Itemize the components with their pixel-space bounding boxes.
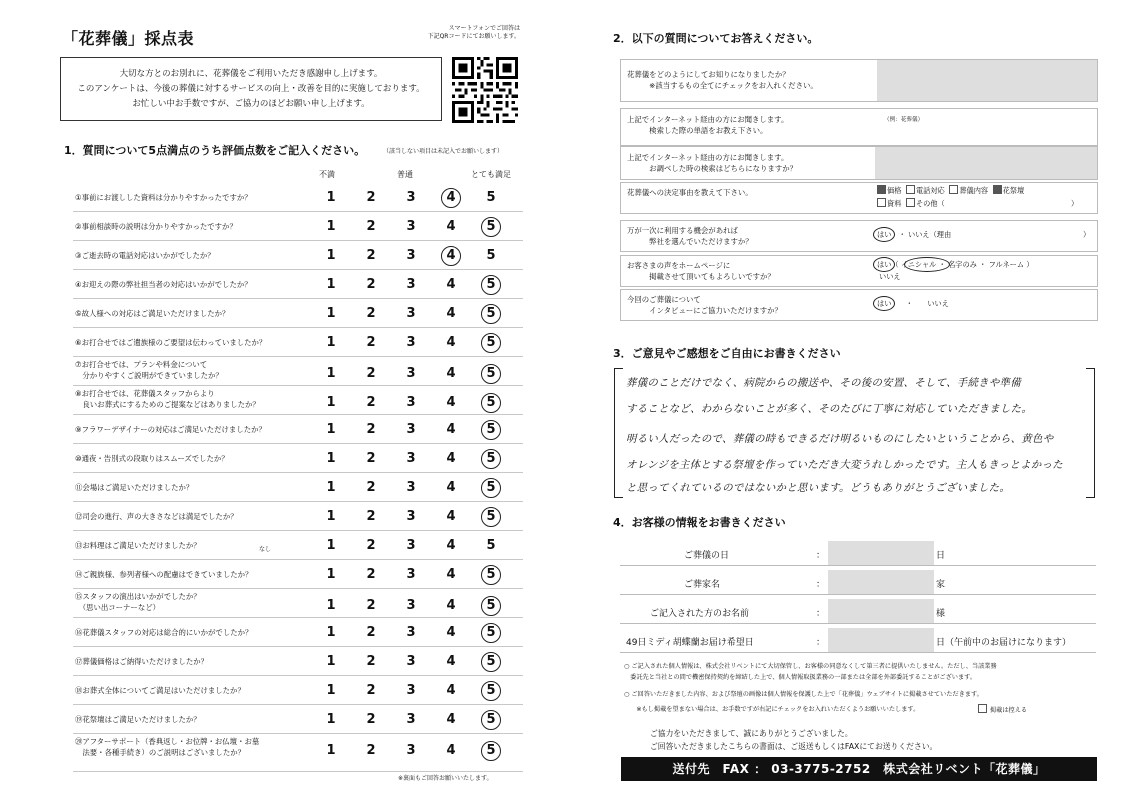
score-circle — [481, 449, 501, 469]
score-option[interactable]: 2 — [366, 654, 376, 669]
redacted-field[interactable] — [828, 628, 934, 652]
publish-no[interactable]: いいえ — [879, 272, 901, 281]
score-option[interactable]: 3 — [406, 277, 416, 292]
comment-line: オレンジを主体とする祭壇を作っていただき大変うれしかったです。主人もきっとよかった — [626, 459, 1063, 471]
score-option[interactable]: 3 — [406, 335, 416, 350]
redacted-field[interactable] — [877, 60, 1097, 101]
score-option[interactable]: 2 — [366, 598, 376, 613]
yes-circle — [873, 227, 895, 242]
info-row-family-name: ご葬家名 ： 家 — [620, 570, 1096, 595]
info-row-delivery-date: 49日ミディ胡蝶蘭お届け希望日 ： 日（午前中のお届けになります） — [620, 628, 1096, 653]
question-text: ⑫司会の進行、声の大きさなどは満足でしたか？ — [75, 512, 238, 521]
score-option[interactable]: 5 — [486, 395, 496, 410]
score-option[interactable]: 1 — [326, 538, 336, 553]
score-option[interactable]: 1 — [326, 743, 336, 758]
score-option[interactable]: 5 — [486, 625, 496, 640]
privacy-note: ○ ご回答いただきました内容、および祭壇の画像は個人情報を保護した上で「花葬儀」ウェブサイトに掲載させていただきます。 — [624, 691, 983, 698]
score-option[interactable]: 2 — [366, 219, 376, 234]
score-option[interactable]: 3 — [406, 654, 416, 669]
thanks-line: ご回答いただきましたこちらの書面は、ご返送もしくはFAXにてお送りください。 — [650, 742, 938, 751]
reason-content-checkbox[interactable]: 葬儀内容 — [949, 186, 988, 195]
question-row — [73, 705, 523, 734]
score-option[interactable]: 1 — [326, 422, 336, 437]
score-option[interactable]: 3 — [406, 538, 416, 553]
score-option[interactable]: 5 — [486, 480, 496, 495]
score-option[interactable]: 2 — [366, 683, 376, 698]
question-text: ⑳アフターサポート（香典返し・お位牌・お仏壇・お墓 法要・各種手続き）のご説明はございましたか？ — [75, 737, 260, 757]
score-circle — [481, 333, 501, 353]
yes-circle — [873, 257, 895, 272]
question-row — [73, 676, 523, 705]
score-option[interactable]: 5 — [486, 538, 496, 553]
score-option[interactable]: 1 — [326, 598, 336, 613]
q-search-word: 上記でインターネット経由の方にお聞きします。 検索した際の単語をお教え下さい。 （例：花葬儀） — [620, 108, 1098, 146]
question-row — [73, 647, 523, 676]
scale-label-high: とても満足 — [471, 170, 511, 179]
question-text: ⑰葬儀価格はご納得いただけましたか？ — [75, 657, 209, 666]
question-row — [73, 212, 523, 241]
score-option[interactable]: 4 — [446, 567, 456, 582]
comment-bracket-left — [614, 368, 623, 498]
question-row — [73, 183, 523, 212]
score-option[interactable]: 1 — [326, 366, 336, 381]
score-option[interactable]: 2 — [366, 335, 376, 350]
not-applicable-note: なし — [259, 546, 272, 553]
publish-answer[interactable]: はい（ イニシャル ・ 名字のみ ・ フルネーム ） — [877, 260, 1034, 269]
score-option[interactable]: 5 — [486, 509, 496, 524]
footnote: ※裏面もご回答お願いいたします。 — [398, 775, 493, 782]
score-option[interactable]: 1 — [326, 335, 336, 350]
score-option[interactable]: 2 — [366, 395, 376, 410]
score-option[interactable]: 4 — [446, 480, 456, 495]
reason-price-checkbox[interactable]: 価格 — [877, 186, 901, 195]
score-option[interactable]: 5 — [486, 743, 496, 758]
question-row — [73, 357, 523, 386]
score-option[interactable]: 2 — [366, 422, 376, 437]
privacy-note: ○ ご記入された個人情報は、株式会社リベントにて大切保管し、お客様の同意なくして第三者に提供いたしません。ただし、当該業務 — [624, 663, 997, 670]
score-option[interactable]: 1 — [326, 480, 336, 495]
score-circle — [481, 304, 501, 324]
score-circle — [481, 364, 501, 384]
question-text: ⑬お料理はご満足いただけましたか？ — [75, 541, 201, 550]
intro-box: 大切な方とのお別れに、花葬儀をご利用いただき感謝申し上げます。 このアンケートは、今後の葬儀に対するサービスの向上・改善を目的に実施しております。 お忙しい中お手数ですが、ご協力のほどお願い申し上げます。 — [60, 57, 442, 121]
score-option[interactable]: 4 — [446, 422, 456, 437]
score-option[interactable]: 2 — [366, 509, 376, 524]
score-option[interactable]: 4 — [446, 277, 456, 292]
score-circle — [481, 741, 501, 761]
question-text: ④お迎えの際の弊社担当者の対応はいかがでしたか？ — [75, 280, 252, 289]
score-option[interactable]: 4 — [446, 451, 456, 466]
question-row — [73, 531, 523, 560]
score-option[interactable]: 3 — [406, 480, 416, 495]
score-option[interactable]: 4 — [446, 509, 456, 524]
qr-code-icon[interactable] — [452, 57, 518, 123]
score-option[interactable]: 4 — [446, 743, 456, 758]
score-option[interactable]: 5 — [486, 277, 496, 292]
score-circle — [481, 420, 501, 440]
scale-label-mid: 普通 — [397, 170, 413, 179]
score-circle — [441, 188, 461, 208]
score-option[interactable]: 1 — [326, 625, 336, 640]
redacted-field[interactable] — [828, 599, 934, 623]
score-option[interactable]: 4 — [446, 625, 456, 640]
score-option[interactable]: 5 — [486, 190, 496, 205]
score-option[interactable]: 5 — [486, 306, 496, 321]
question-row — [73, 502, 523, 531]
scale-label-low: 不満 — [319, 170, 335, 179]
score-option[interactable]: 5 — [486, 366, 496, 381]
score-option[interactable]: 5 — [486, 451, 496, 466]
score-option[interactable]: 2 — [366, 625, 376, 640]
question-row — [73, 444, 523, 473]
no-publish-checkbox[interactable]: 掲載は控える — [978, 704, 1098, 716]
question-row — [73, 560, 523, 589]
question-row — [73, 270, 523, 299]
score-circle — [481, 275, 501, 295]
score-circle — [481, 565, 501, 585]
interview-answer[interactable]: はい ・ いいえ — [877, 299, 949, 308]
question-row — [73, 618, 523, 647]
score-option[interactable]: 3 — [406, 248, 416, 263]
score-option[interactable]: 5 — [486, 654, 496, 669]
section1-heading: 1．質問について5点満点のうち評価点数をご記入ください。 — [64, 144, 366, 157]
question-text: ⑲花祭壇はご満足いただけましたか？ — [75, 715, 201, 724]
score-circle — [481, 393, 501, 413]
fax-bar: 送付先 FAX ： 03-3775-2752 株式会社リベント「花葬儀」 — [621, 757, 1097, 781]
score-option[interactable]: 3 — [406, 509, 416, 524]
question-row — [73, 241, 523, 270]
score-option[interactable]: 4 — [446, 335, 456, 350]
score-option[interactable]: 3 — [406, 743, 416, 758]
score-option[interactable]: 3 — [406, 422, 416, 437]
score-option[interactable]: 4 — [446, 190, 456, 205]
question-text: ⑯花葬儀スタッフの対応は総合的にいかがでしたか？ — [75, 628, 253, 637]
score-option[interactable]: 2 — [366, 248, 376, 263]
q-decision-reason: 花葬儀への決定事由を教えて下さい。 価格 電話対応 葬儀内容 花祭壇 資料 その他（ ） — [620, 182, 1098, 214]
score-option[interactable]: 5 — [486, 335, 496, 350]
score-option[interactable]: 2 — [366, 190, 376, 205]
score-option[interactable]: 2 — [366, 366, 376, 381]
score-option[interactable]: 4 — [446, 683, 456, 698]
question-row — [73, 328, 523, 357]
redacted-field[interactable] — [828, 541, 934, 565]
score-option[interactable]: 4 — [446, 538, 456, 553]
question-text: ①事前にお渡しした資料は分かりやすかったですか？ — [75, 193, 252, 202]
score-option[interactable]: 3 — [406, 598, 416, 613]
reason-docs-checkbox[interactable]: 資料 — [877, 199, 901, 208]
score-option[interactable]: 5 — [486, 422, 496, 437]
score-circle — [481, 507, 501, 527]
reason-other-checkbox[interactable]: その他（ — [906, 199, 945, 208]
page-title: 「花葬儀」採点表 — [62, 29, 195, 48]
thanks-line: ご協力をいただきまして、誠にありがとうございました。 — [650, 729, 853, 738]
decision-options-row1 — [877, 185, 1024, 196]
q-search-engine: 上記でインターネット経由の方にお聞きします。 お調べした時の検索はどちらになりますか？ — [620, 146, 1098, 180]
score-option[interactable]: 4 — [446, 598, 456, 613]
score-option[interactable]: 3 — [406, 219, 416, 234]
question-text: ⑦お打合せでは、プランや料金について 分かりやすくご説明ができていましたか？ — [75, 360, 223, 380]
info-row-writer-name: ご記入された方のお名前 ： 様 — [620, 599, 1096, 624]
score-option[interactable]: 2 — [366, 451, 376, 466]
privacy-note: 委託先と当社との間で機密保持契約を締結した上で、個人情報取扱業務の一部または全部を外部委託することがございます。 — [624, 674, 977, 681]
redacted-field[interactable] — [875, 147, 1097, 179]
question-row — [73, 734, 523, 772]
score-option[interactable]: 3 — [406, 712, 416, 727]
use-again-answer[interactable]: はい ・ いいえ（理由 — [877, 230, 952, 239]
score-option[interactable]: 4 — [446, 219, 456, 234]
score-circle — [481, 652, 501, 672]
score-circle — [481, 596, 501, 616]
score-option[interactable]: 2 — [366, 306, 376, 321]
score-option[interactable]: 4 — [446, 306, 456, 321]
reason-altar-checkbox[interactable]: 花祭壇 — [993, 186, 1025, 195]
score-option[interactable]: 2 — [366, 538, 376, 553]
q-publish-voice: お客さまの声をホームページに 掲載させて頂いてもよろしいですか？ はい（ イニシャル ・ 名字のみ ・ フルネーム ） いいえ — [620, 255, 1098, 287]
info-row-funeral-date: ご葬儀の日 ： 日 — [620, 541, 1096, 566]
comment-line: と思ってくれているのではないかと思います。どうもありがとうございました。 — [626, 482, 1011, 494]
question-text: ⑧お打合せでは、花葬儀スタッフからより 良いお葬式にするためのご提案などはありましたか？ — [75, 389, 260, 409]
score-option[interactable]: 5 — [486, 712, 496, 727]
q-use-again: 万が一次に利用する機会があれば 弊社を選んでいただけますか？ はい ・ いいえ（理由 ） — [620, 220, 1098, 252]
initial-circle — [904, 257, 950, 272]
score-option[interactable]: 2 — [366, 743, 376, 758]
score-option[interactable]: 4 — [446, 395, 456, 410]
question-text: ⑨フラワーデザイナーの対応はご満足いただけましたか？ — [75, 425, 266, 434]
score-option[interactable]: 3 — [406, 190, 416, 205]
score-option[interactable]: 3 — [406, 395, 416, 410]
score-circle — [441, 246, 461, 266]
score-circle — [481, 217, 501, 237]
score-option[interactable]: 1 — [326, 654, 336, 669]
score-circle — [481, 710, 501, 730]
score-option[interactable]: 3 — [406, 451, 416, 466]
score-option[interactable]: 1 — [326, 683, 336, 698]
question-text: ⑮スタッフの演出はいかがでしたか？ （思い出コーナーなど） — [75, 592, 201, 612]
section2-heading: 2．以下の質問についてお答えください。 — [613, 32, 819, 45]
score-option[interactable]: 3 — [406, 683, 416, 698]
question-row — [73, 415, 523, 444]
question-text: ③ご逝去時の電話対応はいかがでしたか？ — [75, 251, 215, 260]
yes-circle — [873, 296, 895, 311]
score-option[interactable]: 5 — [486, 683, 496, 698]
comment-line: 葬儀のことだけでなく、病院からの搬送や、その後の安置、そして、手続きや準備 — [626, 377, 1021, 389]
score-circle — [481, 681, 501, 701]
q-how-known: 花葬儀をどのようにしてお知りになりましたか？ ※該当するもの全てにチェックをお入れください。 — [620, 59, 1098, 102]
reason-phone-checkbox[interactable]: 電話対応 — [906, 186, 945, 195]
score-circle — [481, 623, 501, 643]
question-text: ⑪会場はご満足いただけましたか？ — [75, 483, 194, 492]
question-text: ⑤故人様への対応はご満足いただけましたか？ — [75, 309, 230, 318]
score-option[interactable]: 4 — [446, 248, 456, 263]
score-option[interactable]: 1 — [326, 190, 336, 205]
score-option[interactable]: 3 — [406, 567, 416, 582]
score-option[interactable]: 4 — [446, 366, 456, 381]
score-option[interactable]: 3 — [406, 366, 416, 381]
question-row — [73, 589, 523, 618]
question-text: ⑥お打合せではご遺族様のご要望は伝わっていましたか？ — [75, 338, 267, 347]
score-option[interactable]: 1 — [326, 306, 336, 321]
question-text: ⑱お葬式全体についてご満足はいただけましたか？ — [75, 686, 245, 695]
score-option[interactable]: 4 — [446, 712, 456, 727]
comment-line: することなど、わからないことが多く、そのたびに丁寧に対応していただきました。 — [626, 403, 1033, 415]
score-option[interactable]: 1 — [326, 395, 336, 410]
question-row — [73, 299, 523, 328]
score-option[interactable]: 1 — [326, 567, 336, 582]
question-row — [73, 473, 523, 502]
comment-line: 明るい人だったので、葬儀の時もできるだけ明るいものにしたいということから、黄色や — [626, 433, 1054, 445]
score-option[interactable]: 1 — [326, 219, 336, 234]
question-text: ②事前相談時の説明は分かりやすかったですか？ — [75, 222, 237, 231]
score-option[interactable]: 1 — [326, 451, 336, 466]
section3-heading: 3．ご意見やご感想をご自由にお書きください — [613, 347, 841, 360]
question-text: ⑭ご親族様、参列者様への配慮はできていましたか？ — [75, 570, 253, 579]
score-option[interactable]: 1 — [326, 277, 336, 292]
score-option[interactable]: 2 — [366, 712, 376, 727]
score-option[interactable]: 1 — [326, 712, 336, 727]
search-example: （例：花葬儀） — [884, 117, 924, 123]
qr-note: スマートフォンでご回答は 下記QRコードにてお願いします。 — [427, 25, 520, 40]
score-option[interactable]: 4 — [446, 654, 456, 669]
score-option[interactable]: 3 — [406, 306, 416, 321]
score-option[interactable]: 3 — [406, 625, 416, 640]
q-interview: 今回のご葬儀について インタビューにご協力いただけますか？ はい ・ いいえ — [620, 289, 1098, 321]
question-text: ⑩通夜・告別式の段取りはスムーズでしたか？ — [75, 454, 229, 463]
score-option[interactable]: 5 — [486, 219, 496, 234]
section1-subnote: （該当しない項目は未記入でお願いします） — [383, 148, 504, 155]
score-option[interactable]: 1 — [326, 509, 336, 524]
score-option[interactable]: 5 — [486, 248, 496, 263]
question-row — [73, 386, 523, 415]
score-circle — [481, 478, 501, 498]
redacted-field[interactable] — [828, 570, 934, 594]
score-option[interactable]: 5 — [486, 598, 496, 613]
score-option[interactable]: 5 — [486, 567, 496, 582]
score-option[interactable]: 2 — [366, 277, 376, 292]
score-option[interactable]: 2 — [366, 567, 376, 582]
section4-heading: 4．お客様の情報をお書きください — [613, 516, 786, 529]
score-option[interactable]: 2 — [366, 480, 376, 495]
decision-options-row2 — [877, 198, 945, 209]
privacy-note: ※もし掲載を望まない場合は、お手数ですが右記にチェックをお入れいただくようお願いいたします。 — [624, 706, 920, 713]
score-option[interactable]: 1 — [326, 248, 336, 263]
